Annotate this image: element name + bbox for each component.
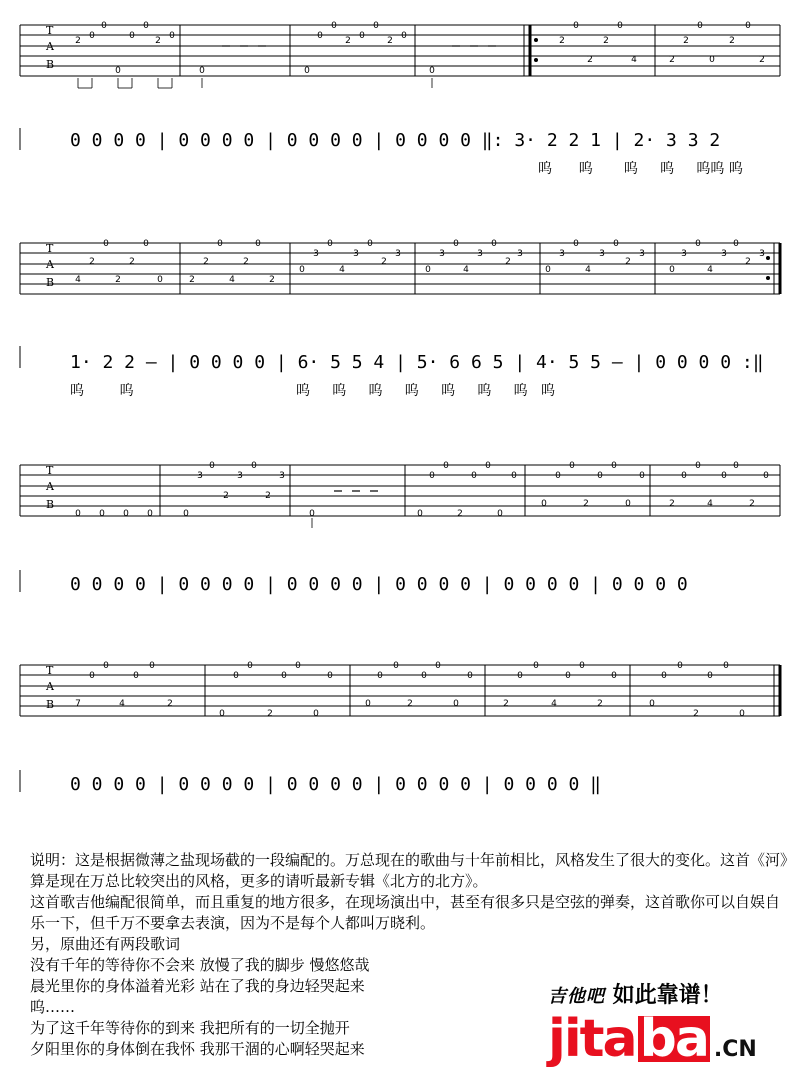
svg-text:0: 0 (485, 461, 491, 471)
svg-text:2: 2 (745, 257, 751, 267)
svg-text:A: A (46, 258, 54, 271)
svg-text:2: 2 (269, 275, 275, 285)
svg-text:2: 2 (407, 699, 413, 709)
svg-text:0: 0 (123, 509, 129, 519)
svg-text:0: 0 (133, 671, 139, 681)
svg-text:0: 0 (555, 471, 561, 481)
svg-text:0: 0 (733, 461, 739, 471)
svg-text:0: 0 (517, 671, 523, 681)
lyric-row-2b: 呜 呜 呜 呜 呜 呜 呜 呜 (296, 383, 555, 399)
svg-text:0: 0 (677, 661, 683, 671)
svg-text:A: A (46, 480, 54, 493)
svg-text:0: 0 (497, 509, 503, 519)
tab-label-t: T (46, 24, 54, 37)
svg-text:0: 0 (143, 239, 149, 249)
svg-text:0: 0 (467, 671, 473, 681)
svg-text:3: 3 (517, 249, 523, 259)
svg-text:0: 0 (723, 661, 729, 671)
svg-text:2: 2 (587, 55, 593, 65)
svg-text:2: 2 (345, 36, 351, 46)
logo-slogan: 吉他吧 如此靠谱！ (548, 983, 723, 1008)
svg-text:3: 3 (759, 249, 765, 259)
svg-text:0: 0 (373, 21, 379, 31)
tab-label-b: B (46, 58, 55, 71)
lyric-line-3: 呜…… (30, 998, 76, 1016)
svg-text:2: 2 (243, 257, 249, 267)
svg-text:B: B (46, 498, 55, 511)
svg-text:0: 0 (255, 239, 261, 249)
svg-text:0: 0 (435, 661, 441, 671)
svg-text:2: 2 (669, 55, 675, 65)
svg-text:2: 2 (669, 499, 675, 509)
svg-text:3: 3 (439, 249, 445, 259)
logo-brand: jitaba .CN (548, 1009, 757, 1069)
svg-text:0: 0 (331, 21, 337, 31)
svg-text:0: 0 (251, 461, 257, 471)
svg-text:3: 3 (197, 471, 203, 481)
svg-text:7: 7 (75, 699, 81, 709)
svg-text:4: 4 (585, 265, 591, 275)
svg-text:0: 0 (573, 239, 579, 249)
svg-text:0: 0 (421, 671, 427, 681)
svg-text:0: 0 (569, 461, 575, 471)
svg-text:0: 0 (365, 699, 371, 709)
svg-text:2: 2 (625, 257, 631, 267)
svg-text:0: 0 (681, 471, 687, 481)
svg-text:0: 0 (149, 661, 155, 671)
svg-text:0: 0 (317, 31, 323, 41)
svg-text:0: 0 (639, 471, 645, 481)
svg-text:B: B (46, 698, 55, 711)
numbered-notation-3: 0 0 0 0 | 0 0 0 0 | 0 0 0 0 | 0 0 0 0 | 0 0 0 0 | 0 0 0 0 (70, 574, 688, 595)
svg-text:0: 0 (417, 509, 423, 519)
svg-text:0: 0 (697, 21, 703, 31)
svg-text:2: 2 (583, 499, 589, 509)
svg-text:3: 3 (599, 249, 605, 259)
svg-text:3: 3 (477, 249, 483, 259)
svg-text:0: 0 (75, 509, 81, 519)
svg-text:2: 2 (115, 275, 121, 285)
svg-text:2: 2 (559, 36, 565, 46)
svg-text:0: 0 (157, 275, 163, 285)
svg-text:0: 0 (443, 461, 449, 471)
svg-text:0: 0 (313, 709, 319, 719)
svg-text:0: 0 (219, 709, 225, 719)
svg-text:0: 0 (209, 461, 215, 471)
svg-text:0: 0 (617, 21, 623, 31)
svg-text:0: 0 (709, 55, 715, 65)
svg-text:0: 0 (745, 21, 751, 31)
svg-text:3: 3 (639, 249, 645, 259)
svg-text:0: 0 (401, 31, 407, 41)
svg-text:0: 0 (115, 66, 121, 76)
numbered-notation-4: 0 0 0 0 | 0 0 0 0 | 0 0 0 0 | 0 0 0 0 | 0 0 0 0 ‖ (70, 774, 602, 795)
svg-text:0: 0 (425, 265, 431, 275)
svg-text:0: 0 (129, 31, 135, 41)
svg-text:0: 0 (103, 661, 109, 671)
svg-text:3: 3 (353, 249, 359, 259)
numbered-notation-1: 0 0 0 0 | 0 0 0 0 | 0 0 0 0 | 0 0 0 0 ‖: 3· 2 2 1 | 2· 3 3 2 (70, 130, 721, 151)
svg-text:0: 0 (233, 671, 239, 681)
svg-text:3: 3 (237, 471, 243, 481)
svg-text:0: 0 (309, 509, 315, 519)
svg-text:2: 2 (381, 257, 387, 267)
svg-text:0: 0 (611, 461, 617, 471)
svg-text:0: 0 (453, 699, 459, 709)
svg-text:4: 4 (631, 55, 637, 65)
svg-text:3: 3 (279, 471, 285, 481)
jitaba-logo (548, 978, 788, 1070)
svg-text:0: 0 (695, 239, 701, 249)
svg-text:4: 4 (551, 699, 557, 709)
svg-text:0: 0 (649, 699, 655, 709)
svg-text:3: 3 (721, 249, 727, 259)
svg-text:0: 0 (471, 471, 477, 481)
svg-text:0: 0 (573, 21, 579, 31)
svg-text:0: 0 (707, 671, 713, 681)
svg-text:2: 2 (505, 257, 511, 267)
svg-text:2: 2 (683, 36, 689, 46)
svg-text:0: 0 (367, 239, 373, 249)
lyric-row-2a: 呜 呜 (70, 383, 134, 399)
svg-text:2: 2 (129, 257, 135, 267)
lyric-line-2: 晨光里你的身体溢着光彩 站在了我的身边轻哭起来 (30, 977, 365, 995)
tab-label-a: A (46, 40, 54, 53)
svg-text:2: 2 (457, 509, 463, 519)
svg-text:2: 2 (603, 36, 609, 46)
svg-text:2: 2 (597, 699, 603, 709)
svg-text:0: 0 (281, 671, 287, 681)
svg-text:0: 0 (625, 499, 631, 509)
svg-text:4: 4 (339, 265, 345, 275)
svg-text:0: 0 (247, 661, 253, 671)
svg-text:2: 2 (203, 257, 209, 267)
lyric-line-1: 没有千年的等待你不会来 放慢了我的脚步 慢悠悠哉 (30, 956, 370, 974)
svg-text:0: 0 (89, 671, 95, 681)
lyric-line-4: 为了这千年等待你的到来 我把所有的一切全抛开 (30, 1019, 350, 1037)
svg-text:3: 3 (681, 249, 687, 259)
svg-text:0: 0 (199, 66, 205, 76)
svg-text:2: 2 (189, 275, 195, 285)
svg-text:4: 4 (75, 275, 81, 285)
tab-staff-3 (20, 465, 780, 516)
svg-text:2: 2 (729, 36, 735, 46)
svg-text:2: 2 (75, 36, 81, 46)
svg-text:T: T (46, 464, 54, 477)
svg-text:0: 0 (491, 239, 497, 249)
svg-text:0: 0 (669, 265, 675, 275)
svg-text:0: 0 (541, 499, 547, 509)
svg-text:0: 0 (377, 671, 383, 681)
svg-text:3: 3 (559, 249, 565, 259)
desc-para-3: 另，原曲还有两段歌词 (30, 935, 181, 953)
svg-text:0: 0 (721, 471, 727, 481)
svg-text:0: 0 (327, 239, 333, 249)
svg-text:0: 0 (429, 471, 435, 481)
svg-text:0: 0 (359, 31, 365, 41)
svg-text:2: 2 (223, 491, 229, 501)
svg-text:0: 0 (453, 239, 459, 249)
svg-text:2: 2 (387, 36, 393, 46)
svg-text:0: 0 (103, 239, 109, 249)
svg-text:2: 2 (167, 699, 173, 709)
desc-para-2: 这首歌吉他编配很简单，而且重复的地方很多，在现场演出中，甚至有很多只是空弦的弹奏，这首歌你可以自娱自乐一下，但千万不要拿去表演，因为不是每个人都叫万晓利。 (30, 893, 781, 932)
svg-text:A: A (46, 680, 54, 693)
svg-text:4: 4 (229, 275, 235, 285)
svg-text:0: 0 (183, 509, 189, 519)
svg-text:0: 0 (597, 471, 603, 481)
svg-text:2: 2 (503, 699, 509, 709)
svg-text:0: 0 (739, 709, 745, 719)
svg-text:0: 0 (299, 265, 305, 275)
lyric-line-5: 夕阳里你的身体倒在我怀 我那干涸的心啊轻哭起来 (30, 1040, 365, 1058)
svg-text:2: 2 (267, 709, 273, 719)
svg-text:0: 0 (304, 66, 310, 76)
svg-text:0: 0 (733, 239, 739, 249)
svg-text:2: 2 (155, 36, 161, 46)
svg-text:0: 0 (217, 239, 223, 249)
svg-text:0: 0 (579, 661, 585, 671)
svg-text:0: 0 (611, 671, 617, 681)
svg-text:2: 2 (693, 709, 699, 719)
svg-text:2: 2 (89, 257, 95, 267)
svg-text:0: 0 (169, 31, 175, 41)
svg-text:4: 4 (119, 699, 125, 709)
svg-text:0: 0 (99, 509, 105, 519)
svg-text:0: 0 (661, 671, 667, 681)
svg-text:2: 2 (265, 491, 271, 501)
svg-text:0: 0 (101, 21, 107, 31)
svg-text:0: 0 (565, 671, 571, 681)
svg-text:0: 0 (613, 239, 619, 249)
svg-text:0: 0 (763, 471, 769, 481)
svg-text:4: 4 (707, 499, 713, 509)
svg-text:2: 2 (749, 499, 755, 509)
svg-text:0: 0 (695, 461, 701, 471)
desc-para-1: 说明：这是根据微薄之盐现场截的一段编配的。万总现在的歌曲与十年前相比，风格发生了很大的变化。这首《河》算是现在万总比较突出的风格，更多的请听最新专辑《北方的北方》。 (30, 851, 788, 890)
svg-text:0: 0 (143, 21, 149, 31)
svg-text:0: 0 (533, 661, 539, 671)
svg-text:0: 0 (393, 661, 399, 671)
svg-text:0: 0 (511, 471, 517, 481)
svg-text:4: 4 (463, 265, 469, 275)
svg-text:0: 0 (147, 509, 153, 519)
svg-text:T: T (46, 664, 54, 677)
svg-text:0: 0 (327, 671, 333, 681)
svg-text:B: B (46, 276, 55, 289)
svg-text:2: 2 (759, 55, 765, 65)
svg-text:0: 0 (545, 265, 551, 275)
numbered-notation-2: 1· 2 2 — | 0 0 0 0 | 6· 5 5 4 | 5· 6 6 5 | 4· 5 5 — | 0 0 0 0 :‖ (70, 352, 764, 373)
svg-text:0: 0 (89, 31, 95, 41)
svg-text:T: T (46, 242, 54, 255)
lyric-row-1: 呜 呜 呜 呜 呜呜 呜 (538, 161, 743, 177)
svg-text:0: 0 (295, 661, 301, 671)
svg-text:3: 3 (313, 249, 319, 259)
svg-text:3: 3 (395, 249, 401, 259)
svg-text:0: 0 (429, 66, 435, 76)
svg-text:4: 4 (707, 265, 713, 275)
